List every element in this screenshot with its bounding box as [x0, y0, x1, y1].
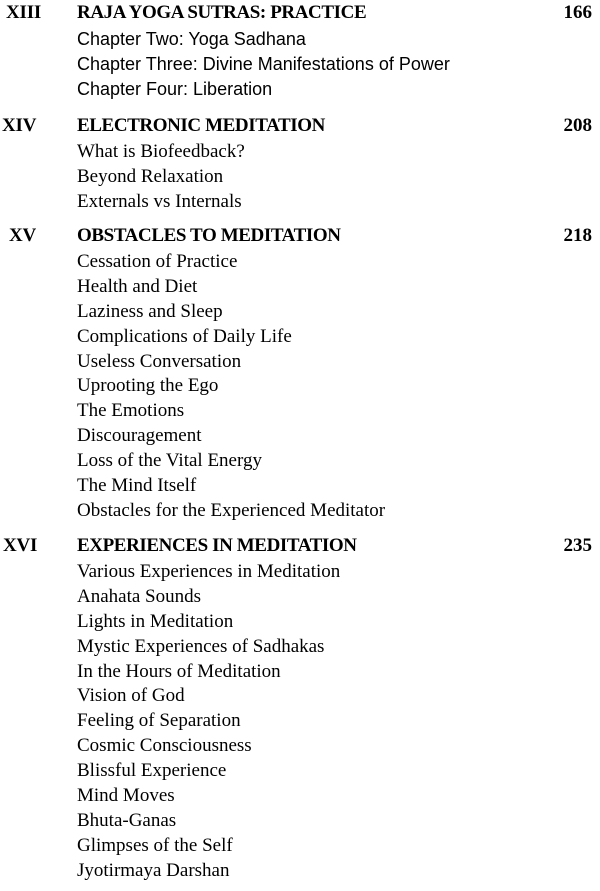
chapter-number: XVI: [3, 535, 38, 556]
list-item: Feeling of Separation: [77, 710, 241, 732]
topic-list: [0, 140, 600, 215]
chapter-xv: [0, 223, 600, 533]
topic-list: [0, 560, 600, 884]
chapter-title: RAJA YOGA SUTRAS: PRACTICE: [77, 2, 367, 23]
list-item: Laziness and Sleep: [77, 300, 223, 322]
list-item: Externals vs Internals: [77, 190, 242, 212]
chapter-xiv: [0, 113, 600, 223]
chapter-page-number: 235: [563, 535, 592, 556]
list-item: Cosmic Consciousness: [77, 735, 252, 757]
chapter-number: XV: [9, 225, 37, 246]
list-item: Anahata Sounds: [77, 585, 202, 607]
chapter-page-number: 218: [563, 225, 592, 246]
list-item: Useless Conversation: [77, 350, 242, 372]
chapter-xvi: [0, 533, 600, 891]
list-item: Glimpses of the Self: [77, 834, 233, 856]
list-item: Chapter Two: Yoga Sadhana: [77, 29, 306, 49]
list-item: Bhuta-Ganas: [77, 809, 177, 831]
list-item: Complications of Daily Life: [77, 325, 292, 347]
list-item: Mind Moves: [77, 785, 175, 807]
list-item: Chapter Four: Liberation: [77, 78, 273, 99]
chapter-heading: [0, 113, 600, 140]
list-item: Obstacles for the Experienced Meditator: [77, 499, 386, 521]
list-item: Vision of God: [77, 685, 185, 707]
list-item: Uprooting the Ego: [77, 375, 219, 397]
list-item: The Mind Itself: [77, 475, 197, 497]
chapter-title: ELECTRONIC MEDITATION: [77, 115, 325, 136]
topic-list: [0, 250, 600, 524]
chapter-xiii: [0, 0, 600, 113]
list-item: Discouragement: [77, 425, 202, 447]
chapter-heading: [0, 533, 600, 560]
chapter-page-number: 208: [563, 115, 592, 136]
list-item: In the Hours of Meditation: [77, 660, 281, 682]
list-item: Beyond Relaxation: [77, 165, 224, 187]
list-item: What is Biofeedback?: [77, 141, 245, 162]
list-item: The Emotions: [77, 400, 185, 422]
list-item: Loss of the Vital Energy: [77, 450, 262, 472]
list-item: Various Experiences in Meditation: [77, 561, 341, 582]
chapter-number: XIII: [6, 2, 42, 23]
list-item: Cessation of Practice: [77, 251, 238, 272]
list-item: Blissful Experience: [77, 760, 227, 782]
chapter-page-number: 166: [563, 2, 592, 23]
chapter-title: OBSTACLES TO MEDITATION: [77, 225, 341, 246]
list-item: Lights in Meditation: [77, 610, 234, 632]
chapter-heading: [0, 223, 600, 250]
chapter-heading: [0, 0, 600, 27]
list-item: Health and Diet: [77, 275, 198, 297]
chapter-number: XIV: [2, 115, 37, 136]
list-item: Chapter Three: Divine Manifestations of Power: [77, 53, 450, 74]
list-item: Mystic Experiences of Sadhakas: [77, 635, 325, 657]
chapter-title: EXPERIENCES IN MEDITATION: [77, 535, 357, 556]
topic-list: [0, 27, 600, 102]
list-item: Jyotirmaya Darshan: [77, 859, 230, 881]
